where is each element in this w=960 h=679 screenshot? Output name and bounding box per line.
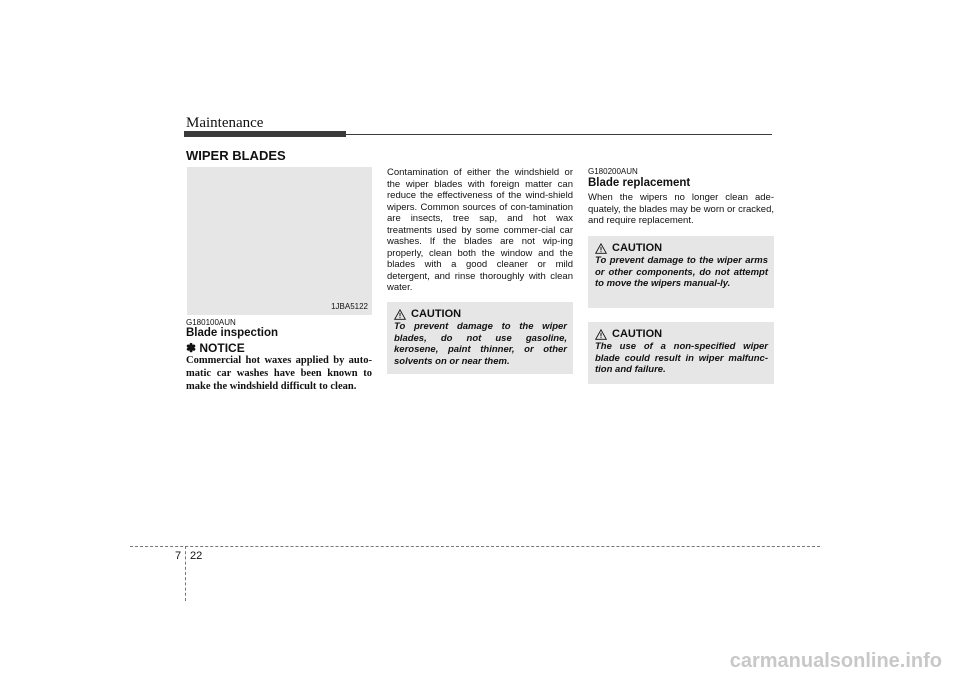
warning-triangle-icon: [394, 309, 406, 320]
footer-rule: [130, 546, 820, 547]
replacement-heading: Blade replacement: [588, 177, 691, 189]
replacement-paragraph: When the wipers no longer clean ade-quately, the blades may be worn or cracked, and require replacement.: [588, 192, 774, 226]
image-code: 1JBA5122: [331, 302, 368, 311]
page-number: 22: [190, 550, 203, 562]
warning-triangle-icon: [595, 329, 607, 340]
caution-text: To prevent damage to the wiper blades, do not use gasoline, kerosene, paint thinner, or other solvents on or near them.: [394, 321, 567, 367]
footer-divider: [185, 546, 186, 601]
caution-header: [394, 308, 567, 320]
caution-header: [595, 242, 768, 254]
caution-title: CAUTION: [411, 308, 462, 320]
notice-label: ✽ NOTICE: [186, 341, 245, 355]
header-title: Maintenance: [186, 115, 264, 131]
caution-text: To prevent damage to the wiper arms or other components, do not attempt to move the wipers manual-ly.: [595, 255, 768, 289]
notice-text: Commercial hot waxes applied by auto-matic car washes have been known to make the windshield difficult to clean.: [186, 355, 372, 392]
replacement-code: G180200AUN: [588, 167, 638, 176]
caution-box-solvents: [387, 302, 573, 374]
chapter-number: 7: [175, 550, 182, 562]
header-bar: [184, 131, 346, 137]
caution-text: The use of a non-specified wiper blade could result in wiper malfunc-tion and failure.: [595, 341, 768, 375]
inspection-heading: Blade inspection: [186, 327, 279, 339]
watermark: carmanualsonline.info: [729, 650, 942, 672]
wiper-illustration: [187, 167, 372, 315]
caution-title: CAUTION: [612, 242, 663, 254]
contamination-paragraph: Contamination of either the windshield or the wiper blades with foreign matter can reduce the effectiveness of the wind-shield wipers. Common sources of con-tamination are insects, tree sap, and hot wax treatments used by some commer-cial car washes. If the blades are not wip-ing properly, clean both the window and the blades with a good cleaner or mild detergent, and rinse thoroughly with clean water.: [387, 167, 573, 293]
inspection-code: G180100AUN: [186, 318, 236, 327]
caution-title: CAUTION: [612, 328, 663, 340]
warning-triangle-icon: [595, 243, 607, 254]
caution-box-blade-spec: [588, 322, 774, 384]
caution-box-wiper-arms: [588, 236, 774, 308]
caution-header: [595, 328, 768, 340]
header-rule: [346, 134, 772, 135]
section-title: WIPER BLADES: [186, 148, 286, 163]
